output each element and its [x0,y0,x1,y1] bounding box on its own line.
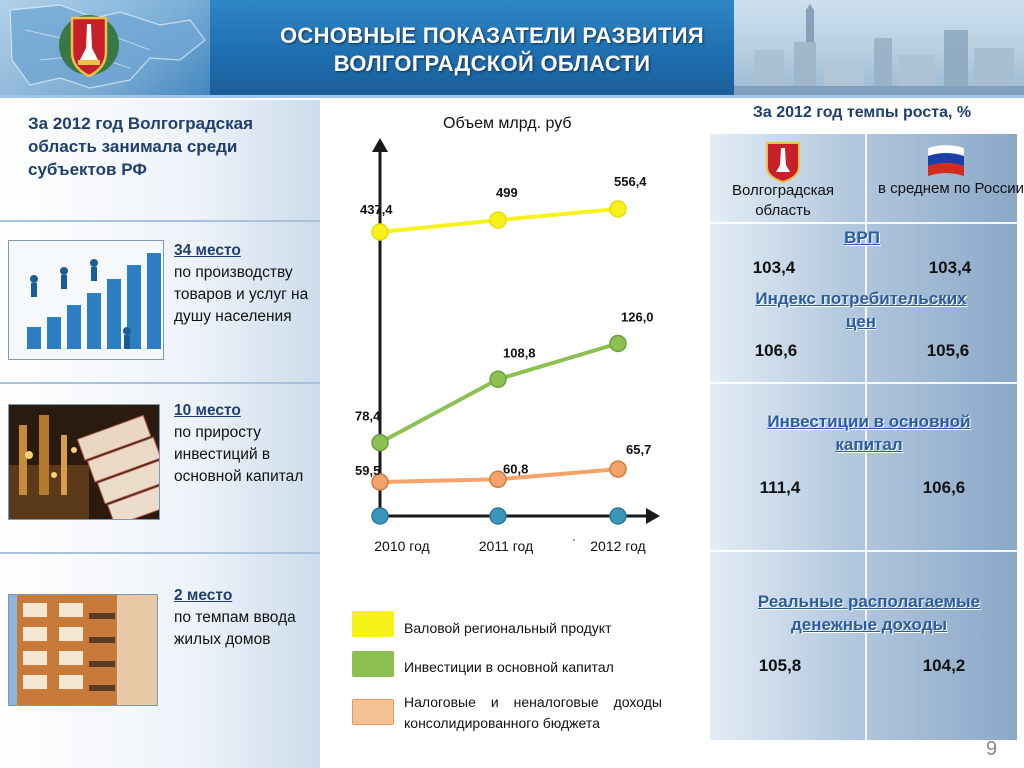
page-title [222,22,762,78]
data-point-gdp [372,224,388,240]
legend-swatch-gdp [352,611,394,637]
column-header-russia: в среднем по России [878,180,1024,197]
x-tick-label: 2010 год [374,538,430,554]
divider [0,382,320,384]
rank-item [174,400,320,488]
apartment-building-image [8,594,158,706]
y-axis-arrow [372,138,388,152]
data-label-revenue: 60,8 [503,461,529,477]
divider [0,220,320,222]
metric-value-region: 103,4 [752,258,796,277]
rank-item [174,585,320,651]
row-divider [710,550,1017,552]
page-number: 9 [986,738,998,760]
russia-flag-icon [926,144,966,180]
data-point-investment [490,371,506,387]
metric-label-investment: Инвестиции в основной капитал [767,412,971,454]
metric-label-income: Реальные располагаемые денежные доходы [757,592,981,634]
growth-heading: За 2012 год темпы роста, % [752,104,972,121]
data-label-revenue: 59,5 [355,463,381,478]
series-line-investment [380,343,618,442]
metric-value-russia: 105,6 [926,341,970,360]
legend-label-revenue: Налоговые и неналоговые доходы консолидированного бюджета [404,694,662,731]
metric-label-cpi: Индекс потребительских цен [755,289,967,331]
data-point-investment [372,435,388,451]
region-coat-of-arms-icon [765,141,801,183]
rank-place: 2 место [174,587,233,604]
rank-description: по темпам ввода жилых домов [174,609,296,648]
row-divider [710,382,1017,384]
x-tick-label: 2012 год [590,538,646,554]
page-title-line1: ОСНОВНЫЕ ПОКАЗАТЕЛИ РАЗВИТИЯ [280,23,704,48]
rank-description: по производству товаров и услуг на душу населения [174,264,309,325]
business-growth-image [8,240,164,360]
x-tick-label: 2011 год [478,538,534,554]
metric-value-region: 111,4 [759,478,801,497]
metric-value-region: 106,6 [754,341,798,360]
data-label-gdp: 556,4 [614,174,647,189]
region-emblem-icon [58,8,120,82]
metric-value-russia: 104,2 [922,656,966,675]
data-label-gdp: 499 [496,185,518,201]
data-label-revenue: 65,7 [626,442,652,458]
data-label-investment: 108,8 [503,345,536,361]
column-header-region: Волгоградская область [731,182,835,219]
chart-title: Объем млрд. руб [443,115,572,132]
x-axis-arrow [646,508,660,524]
row-divider [710,222,1017,224]
city-skyline-image [734,0,1024,95]
industry-money-image [8,404,160,520]
metric-value-russia: 103,4 [928,258,972,277]
page-title-line2: ВОЛГОГРАДСКОЙ ОБЛАСТИ [333,51,651,76]
data-label-gdp: 437,4 [360,202,393,217]
line-chart [320,100,710,570]
divider [0,552,320,554]
legend-label-gdp: Валовой региональный продукт [404,620,612,636]
intro-text: За 2012 год Волгоградская область занимала среди субъектов РФ [28,114,254,179]
data-label-investment: 126,0 [621,309,654,325]
rank-item [174,240,320,328]
legend-swatch-revenue [352,699,394,725]
data-label-investment: 78,4 [355,408,381,424]
tick-dot: · [572,532,576,546]
metric-value-region: 105,8 [758,656,802,675]
metric-value-russia: 106,6 [922,478,966,497]
data-point-gdp [490,212,506,228]
header-banner [0,0,1024,98]
metric-label-grp: ВРП [844,228,880,247]
legend-label-investment: Инвестиции в основной капитал [404,659,614,675]
rank-place: 10 место [174,402,241,419]
rank-place: 34 место [174,242,241,259]
axis-point [490,508,506,524]
legend-swatch-investment [352,651,394,677]
data-point-revenue [610,461,626,477]
data-point-gdp [610,201,626,217]
rank-description: по приросту инвестиций в основной капитал [174,424,304,485]
data-point-investment [610,335,626,351]
axis-point [372,508,388,524]
axis-point [610,508,626,524]
